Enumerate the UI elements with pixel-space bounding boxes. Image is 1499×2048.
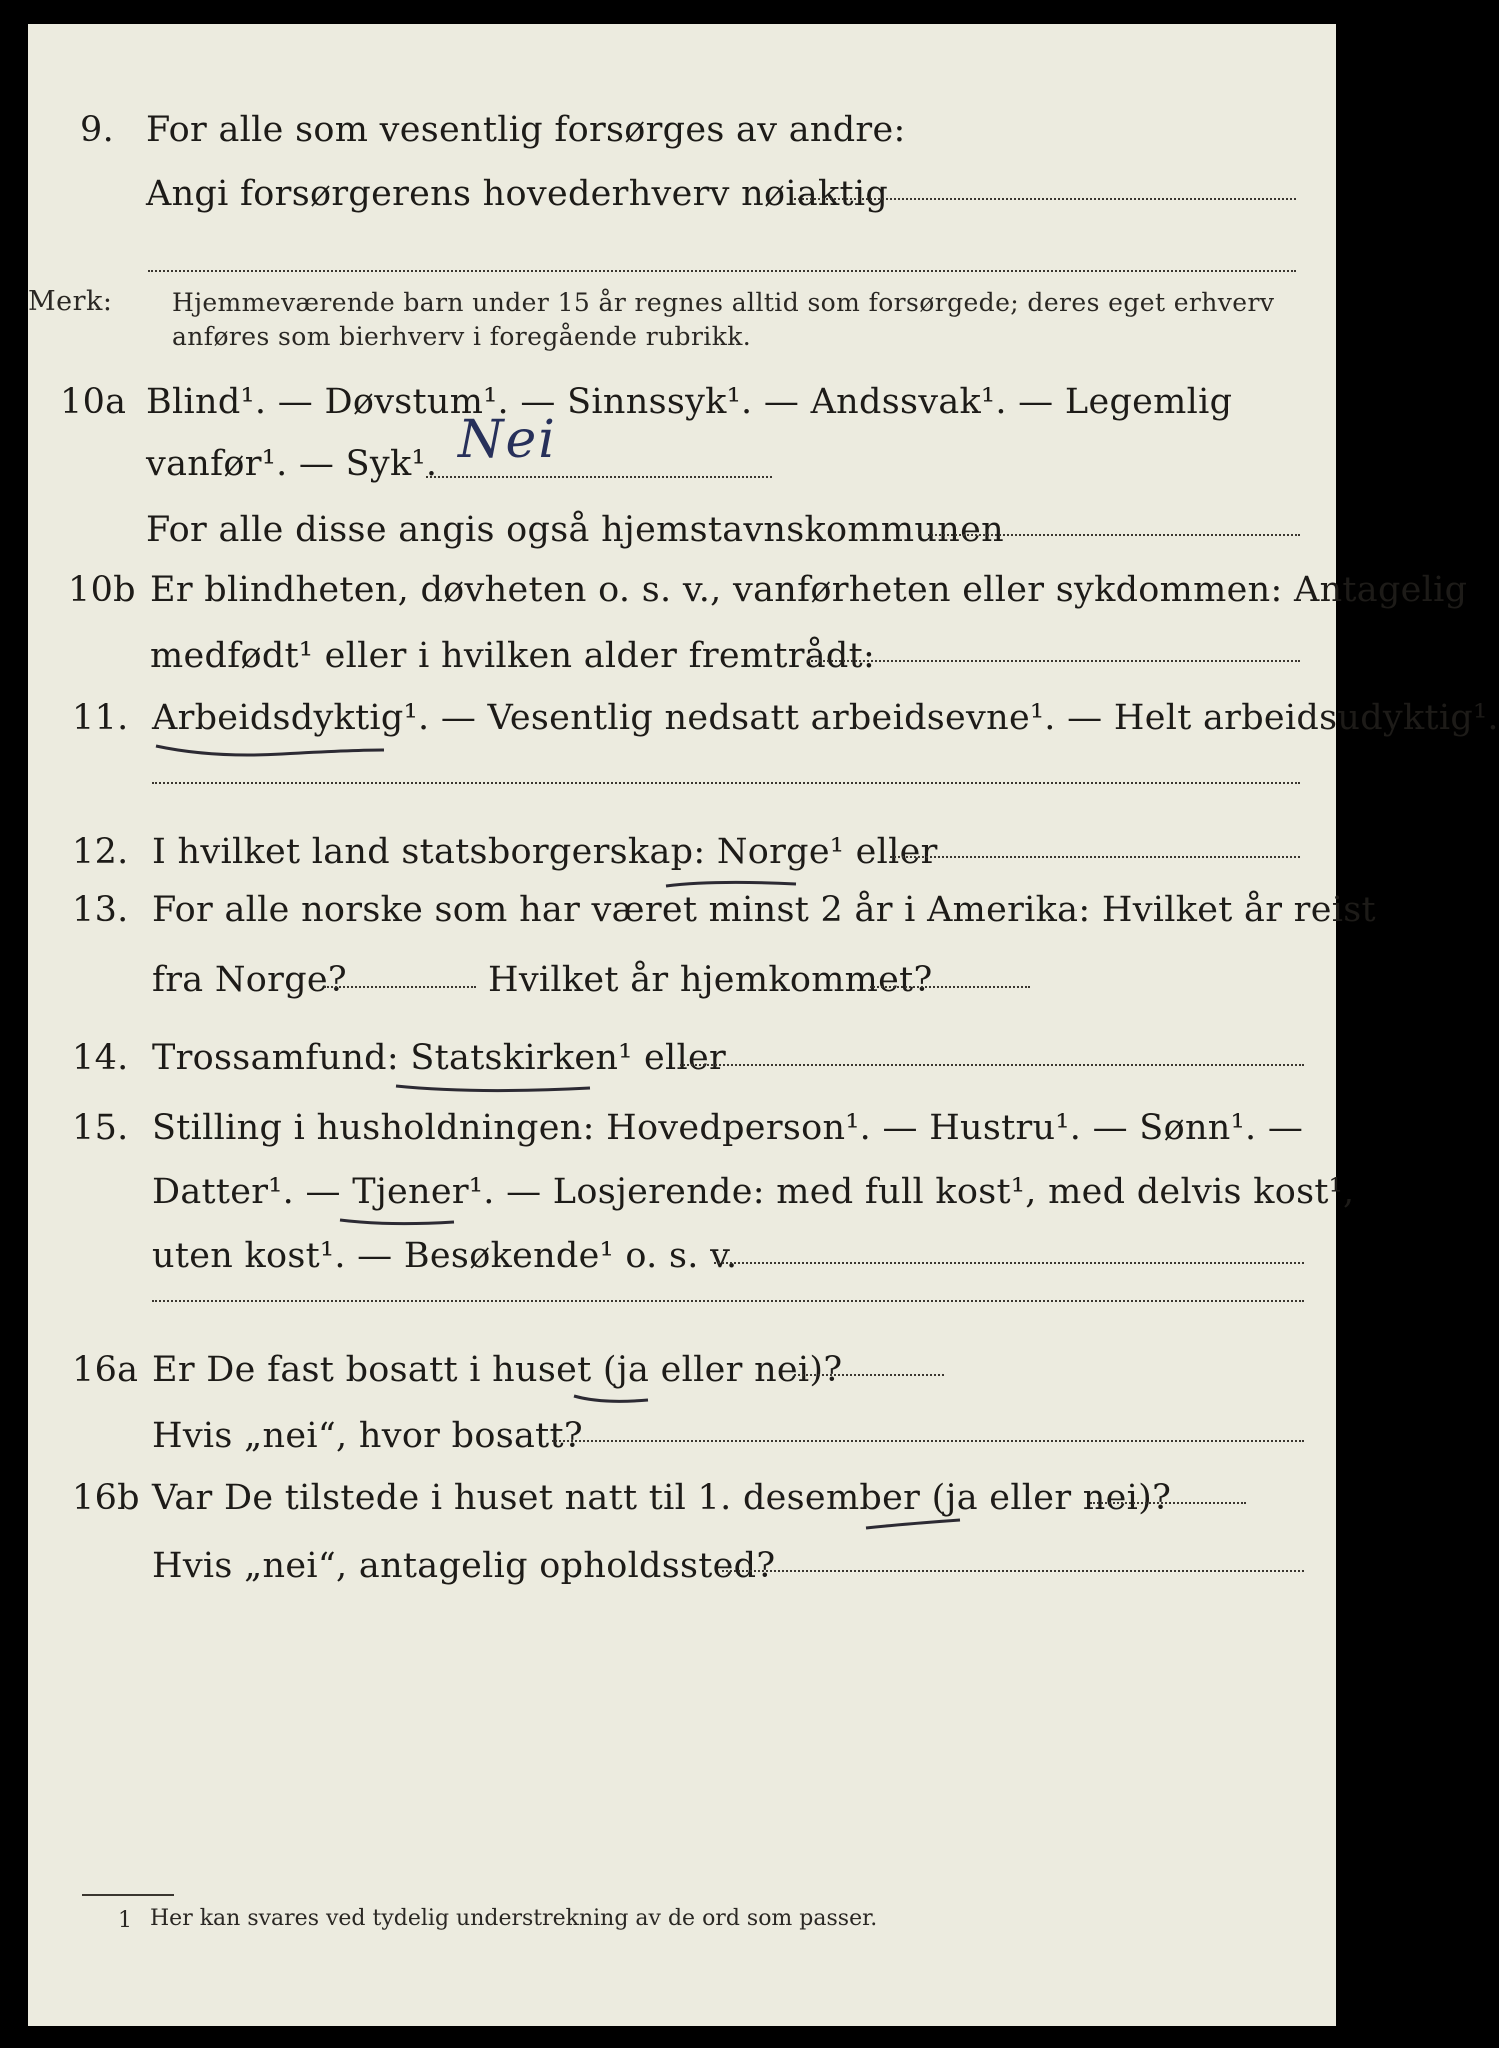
merk-label: Merk: — [28, 286, 113, 317]
footnote-text: Her kan svares ved tydelig understrekning av de ord som passer. — [150, 1906, 878, 1931]
q12-text: I hvilket land statsborgerskap: Norge¹ eller — [152, 832, 938, 872]
q11-answer-field[interactable] — [152, 782, 1300, 784]
footnote-rule — [82, 1894, 174, 1896]
merk-text-2: anføres som bierhverv i foregående rubrikk. — [172, 322, 752, 351]
q16a-number: 16a — [72, 1350, 139, 1390]
q10a-answer-field[interactable] — [426, 476, 772, 478]
q16a-answer-field[interactable] — [794, 1374, 944, 1376]
q16b-opholdssted-label: Hvis „nei“, antagelig opholdssted? — [152, 1546, 776, 1586]
q13-text: For alle norske som har været minst 2 år i Amerika: Hvilket år reist — [152, 890, 1376, 930]
q16b-text: Var De tilstede i huset natt til 1. desember (ja eller nei)? — [152, 1478, 1172, 1518]
q13-number: 13. — [72, 890, 129, 930]
merk-text-1: Hjemmeværende barn under 15 år regnes alltid som forsørgede; deres eget erhverv — [172, 288, 1275, 317]
q16b-number: 16b — [72, 1478, 140, 1518]
census-form-sheet — [28, 24, 1499, 2026]
q12-number: 12. — [72, 832, 129, 872]
q10a-hjemstavn-label: For alle disse angis også hjemstavnskommunen — [146, 510, 1004, 550]
q9-text: For alle som vesentlig forsørges av andre: — [146, 110, 906, 150]
q9-hovederhverv-label: Angi forsørgerens hovederhverv nøiaktig — [146, 174, 889, 214]
q13-hjemkommet-label: Hvilket år hjemkommet? — [488, 960, 933, 1000]
footnote-mark: 1 — [118, 1908, 132, 1933]
q15-text-3: uten kost¹. — Besøkende¹ o. s. v. — [152, 1236, 738, 1276]
q15-tjener-underline — [338, 1214, 458, 1230]
q13-reist-label: fra Norge? — [152, 960, 347, 1000]
q11-number: 11. — [72, 698, 129, 738]
q9-answer-field[interactable] — [794, 198, 1296, 200]
q16a-hvor-bosatt-label: Hvis „nei“, hvor bosatt? — [152, 1416, 583, 1456]
q15-answer-field-2[interactable] — [152, 1300, 1304, 1302]
q10b-text: Er blindheten, døvheten o. s. v., vanførheten eller sykdommen: Antagelig — [150, 570, 1468, 610]
q14-answer-field[interactable] — [680, 1064, 1304, 1066]
q16b-ja-underline — [864, 1518, 964, 1536]
q10a-number: 10a — [60, 382, 127, 422]
q10b-number: 10b — [68, 570, 136, 610]
q14-number: 14. — [72, 1038, 129, 1078]
q13-reist-field[interactable] — [324, 986, 476, 988]
q14-text: Trossamfund: Statskirken¹ eller — [152, 1038, 727, 1078]
q16b-opholdssted-field[interactable] — [722, 1570, 1304, 1572]
q15-number: 15. — [72, 1108, 129, 1148]
q10a-text: Blind¹. — Døvstum¹. — Sinnssyk¹. — Andssvak¹. — Legemlig — [146, 382, 1233, 422]
q16a-text: Er De fast bosatt i huset (ja eller nei)? — [152, 1350, 843, 1390]
q16b-answer-field[interactable] — [1090, 1502, 1246, 1504]
q9-number: 9. — [80, 110, 114, 150]
q10a-hjemstavn-field[interactable] — [928, 534, 1300, 536]
q10b-alder-label: medfødt¹ eller i hvilken alder fremtrådt: — [150, 636, 876, 676]
q10a-vanfor-syk: vanfør¹. — Syk¹. — [146, 444, 438, 484]
q10b-answer-field[interactable] — [808, 660, 1300, 662]
q11-arbeidsdyktig-underline — [152, 740, 392, 760]
q9-answer-field-2[interactable] — [148, 270, 1296, 272]
q15-text-2: Datter¹. — Tjener¹. — Losjerende: med full kost¹, med delvis kost¹, — [152, 1172, 1355, 1212]
q12-answer-field[interactable] — [890, 856, 1300, 858]
q16a-ja-underline — [572, 1390, 652, 1408]
q14-statskirken-underline — [394, 1080, 594, 1096]
q13-hjemkommet-field[interactable] — [870, 986, 1030, 988]
q15-answer-field[interactable] — [714, 1262, 1304, 1264]
q16a-bosatt-field[interactable] — [552, 1440, 1304, 1442]
q15-text: Stilling i husholdningen: Hovedperson¹. — Hustru¹. — Sønn¹. — — [152, 1108, 1304, 1148]
q11-text: Arbeidsdyktig¹. — Vesentlig nedsatt arbeidsevne¹. — Helt arbeidsudyktig¹. — [152, 698, 1499, 738]
q10a-handwritten-answer: Nei — [458, 410, 557, 470]
